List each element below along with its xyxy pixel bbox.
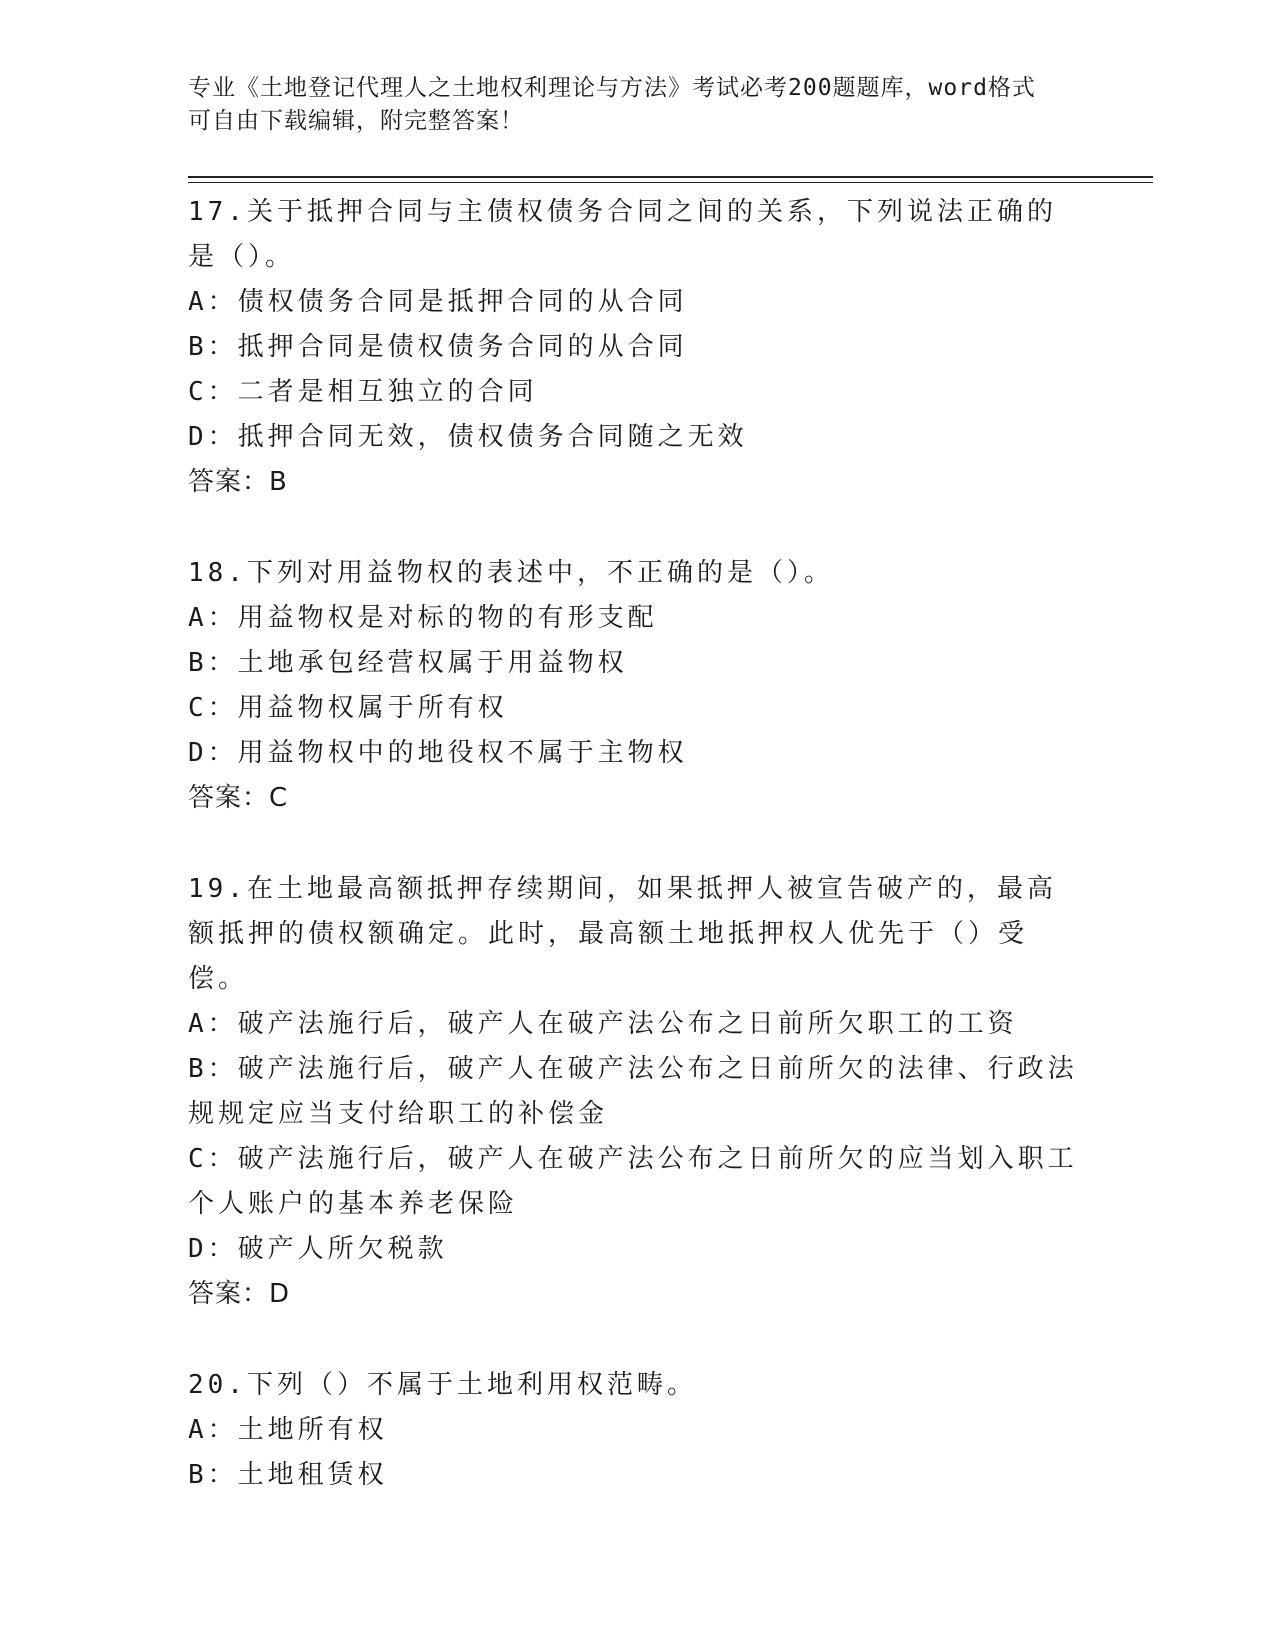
option-b: B：破产法施行后，破产人在破产法公布之日前所欠的法律、行政法规规定应当支付给职工的补偿金 [188,1054,1078,1129]
header-line-2: 可自由下载编辑，附完整答案！ [188,108,524,134]
option-a: A：土地所有权 [188,1415,388,1445]
header-divider-top [188,176,1153,178]
question-stem: 17.关于抵押合同与主债权债务合同之间的关系，下列说法正确的是（）。 [188,197,1057,272]
question-stem: 20.下列（）不属于土地利用权范畴。 [188,1370,697,1400]
header-divider-bottom [188,182,1153,183]
option-c: C：二者是相互独立的合同 [188,377,538,407]
option-d: D：破产人所欠税款 [188,1234,448,1264]
option-a: A：破产法施行后，破产人在破产法公布之日前所欠职工的工资 [188,1009,1018,1039]
question-list [188,190,1078,1544]
question-stem: 19.在土地最高额抵押存续期间，如果抵押人被宣告破产的，最高额抵押的债权额确定。此时，最高额土地抵押权人优先于（）受偿。 [188,874,1057,994]
option-c: C：破产法施行后，破产人在破产法公布之日前所欠的应当划入职工个人账户的基本养老保险 [188,1144,1078,1219]
question-20 [188,1363,1078,1498]
option-a: A：用益物权是对标的物的有形支配 [188,603,658,633]
option-c: C：用益物权属于所有权 [188,693,508,723]
answer: 答案：C [188,783,289,813]
option-a: A：债权债务合同是抵押合同的从合同 [188,287,688,317]
question-19 [188,867,1078,1317]
option-b: B：土地承包经营权属于用益物权 [188,648,628,678]
option-d: D：抵押合同无效，债权债务合同随之无效 [188,422,748,452]
answer: 答案：B [188,467,288,497]
question-17 [188,190,1078,505]
header-line-1: 专业《土地登记代理人之土地权利理论与方法》考试必考200题题库，word格式 [188,75,1036,101]
option-b: B：抵押合同是债权债务合同的从合同 [188,332,688,362]
option-d: D：用益物权中的地役权不属于主物权 [188,738,688,768]
document-header [188,72,1068,138]
question-stem: 18.下列对用益物权的表述中，不正确的是（）。 [188,558,834,588]
answer: 答案：D [188,1279,291,1309]
question-18 [188,551,1078,821]
option-b: B：土地租赁权 [188,1460,388,1490]
